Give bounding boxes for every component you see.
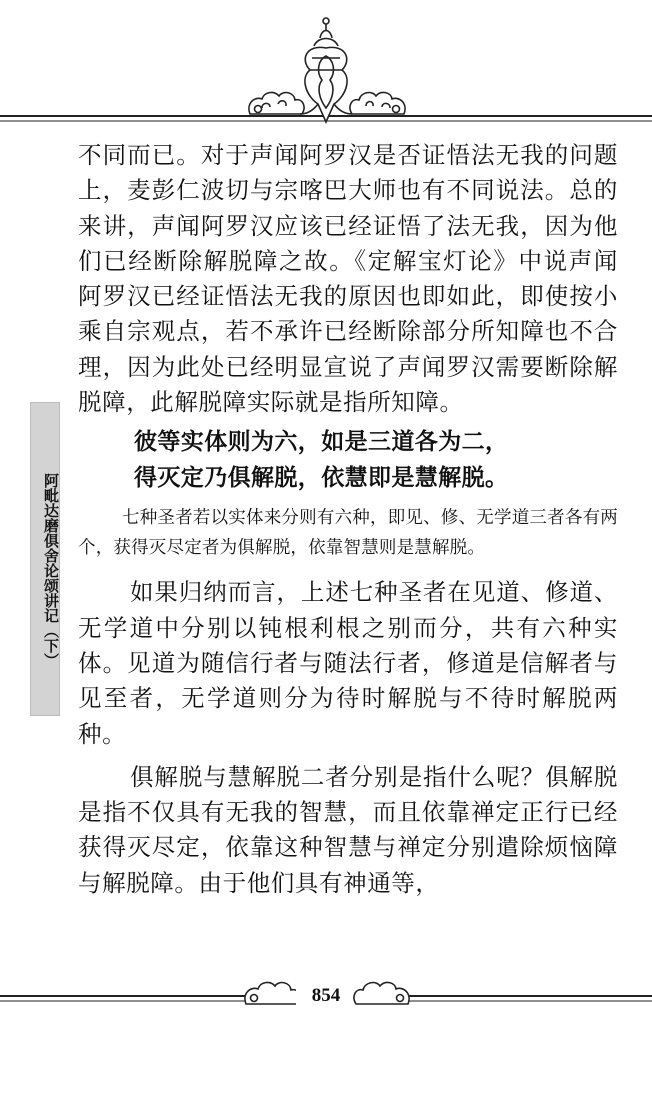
footer-left-cloud-icon bbox=[245, 982, 300, 1004]
header-ornament bbox=[0, 0, 652, 130]
verse-line-1: 彼等实体则为六，如是三道各为二， bbox=[134, 429, 509, 456]
verse-line-2: 得灭定乃俱解脱，依慧即是慧解脱。 bbox=[134, 465, 509, 492]
page-body bbox=[78, 138, 618, 901]
right-cloud-scroll-icon bbox=[350, 92, 405, 114]
side-tab-title: 阿毗达磨俱舍论颂讲记（下） bbox=[42, 472, 60, 668]
footer-right-cloud-icon bbox=[354, 982, 409, 1004]
conch-emblem-icon bbox=[300, 18, 352, 122]
page-number: 854 bbox=[311, 985, 341, 1006]
paragraph-liberation: 俱解脱与慧解脱二者分别是指什么呢？俱解脱是指不仅具有无我的智慧，而且依靠禅定正行已经获得灭尽定，依靠这种智慧与禅定分别遣除烦恼障与解脱障。由于他们具有神通等， bbox=[78, 762, 618, 897]
verse-commentary: 七种圣者若以实体来分则有六种，即见、修、无学道三者各有两个，获得灭尽定者为俱解脱，依靠智慧则是慧解脱。 bbox=[78, 508, 618, 558]
paragraph-continued: 不同而已。对于声闻阿罗汉是否证悟法无我的问题上，麦彭仁波切与宗喀巴大师也有不同说法。总的来讲，声闻阿罗汉应该已经证悟了法无我，因为他们已经断除解脱障之故。《定解宝灯论》中说声闻阿罗汉已经证悟法无我的原因也即如此，即使按小乘自宗观点，若不承许已经断除部分所知障也不合理，因为此处已经明显宣说了声闻罗汉需要断除解脱障，此解脱障实际就是指所知障。 bbox=[78, 141, 618, 417]
left-cloud-scroll-icon bbox=[249, 92, 304, 114]
paragraph-summary: 如果归纳而言，上述七种圣者在见道、修道、无学道中分别以钝根利根之别而分，共有六种实体。见道为随信行者与随法行者，修道是信解者与见至者，无学道则分为待时解脱与不待时解脱两种。 bbox=[78, 578, 618, 748]
side-tab bbox=[30, 402, 60, 716]
